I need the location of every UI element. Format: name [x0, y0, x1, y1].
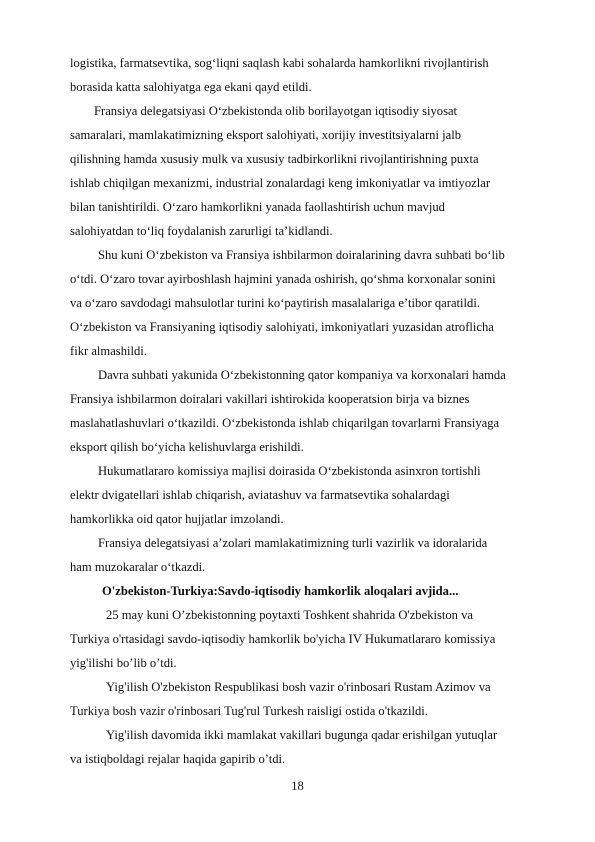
text-line: salohiyatdan to‘liq foydalanish zarurligi ta’kidlandi.	[70, 224, 333, 238]
paragraph-first-line: Fransiya delegatsiyasi O‘zbekistonda olib borilayotgan iqtisodiy siyosat	[94, 104, 458, 118]
text-line: Turkiya bosh vazir o'rinbosari Tug'rul Turkesh raisligi ostida o'tkazildi.	[70, 704, 428, 718]
text-line: ishlab chiqilgan mexanizmi, industrial zonalardagi keng imkoniyatlar va imtiyozlar	[70, 176, 491, 190]
paragraph-first-line: Davra suhbati yakunida O‘zbekistonning qator kompaniya va korxonalari hamda	[98, 368, 506, 382]
text-line: hamkorlikka oid qator hujjatlar imzolandi.	[70, 512, 284, 526]
text-line: Turkiya o'rtasidagi savdo-iqtisodiy hamkorlik bo'yicha IV Hukumatlararo komissiya	[70, 632, 496, 646]
text-line: borasida katta salohiyatga ega ekani qayd etildi.	[70, 80, 312, 94]
text-line: O‘zbekiston va Fransiyaning iqtisodiy salohiyati, imkoniyatlari yuzasidan atroflicha	[70, 320, 494, 334]
text-line: fikr almashildi.	[70, 344, 147, 358]
text-line: logistika, farmatsevtika, sog‘liqni saqlash kabi sohalarda hamkorlikni rivojlantirish	[70, 56, 489, 70]
text-line: o‘tdi. O‘zaro tovar ayirboshlash hajmini yanada oshirish, qo‘shma korxonalar sonini	[70, 272, 496, 286]
paragraph-first-line: 25 may kuni O’zbekistonning poytaxti Toshkent shahrida O'zbekiston va	[106, 608, 474, 622]
page-number: 18	[291, 779, 304, 793]
text-line: bilan tanishtirildi. O‘zaro hamkorlikni yanada faollashtirish uchun mavjud	[70, 200, 445, 214]
text-line: ham muzokaralar o‘tkazdi.	[70, 560, 206, 574]
text-line: yig'ilishi bo’lib o’tdi.	[70, 656, 177, 670]
text-line: qilishning hamda xususiy mulk va xususiy tadbirkorlikni rivojlantirishning puxta	[70, 152, 479, 166]
text-line: elektr dvigatellari ishlab chiqarish, aviatashuv va farmatsevtika sohalardagi	[70, 488, 450, 502]
section-heading: O'zbekiston-Turkiya:Savdo-iqtisodiy hamkorlik aloqalari avjida...	[102, 584, 459, 598]
text-line: maslahatlashuvlari o‘tkazildi. O‘zbekistonda ishlab chiqarilgan tovarlarni Fransiyaga	[70, 416, 500, 430]
text-line: Fransiya ishbilarmon doiralari vakillari ishtirokida kooperatsion birja va biznes	[70, 392, 470, 406]
paragraph-first-line: Fransiya delegatsiyasi a’zolari mamlakatimizning turli vazirlik va idoralarida	[98, 536, 488, 550]
paragraph-first-line: Yig'ilish davomida ikki mamlakat vakillari bugunga qadar erishilgan yutuqlar	[106, 728, 498, 742]
paragraph-first-line: Shu kuni O‘zbekiston va Fransiya ishbilarmon doiralarining davra suhbati bo‘lib	[98, 248, 505, 262]
text-line: va o‘zaro savdodagi mahsulotlar turini ko‘paytirish masalalariga e’tibor qaratildi.	[70, 296, 480, 310]
text-line: eksport qilish bo‘yicha kelishuvlarga erishildi.	[70, 440, 304, 454]
paragraph-first-line: Hukumatlararo komissiya majlisi doirasida O‘zbekistonda asinxron tortishli	[98, 464, 481, 478]
paragraph-first-line: Yig'ilish O'zbekiston Respublikasi bosh vazir o'rinbosari Rustam Azimov va	[106, 680, 491, 694]
text-line: samaralari, mamlakatimizning eksport salohiyati, xorijiy investitsiyalarni jalb	[70, 128, 462, 142]
text-line: va istiqboldagi rejalar haqida gapirib o’tdi.	[70, 752, 286, 766]
